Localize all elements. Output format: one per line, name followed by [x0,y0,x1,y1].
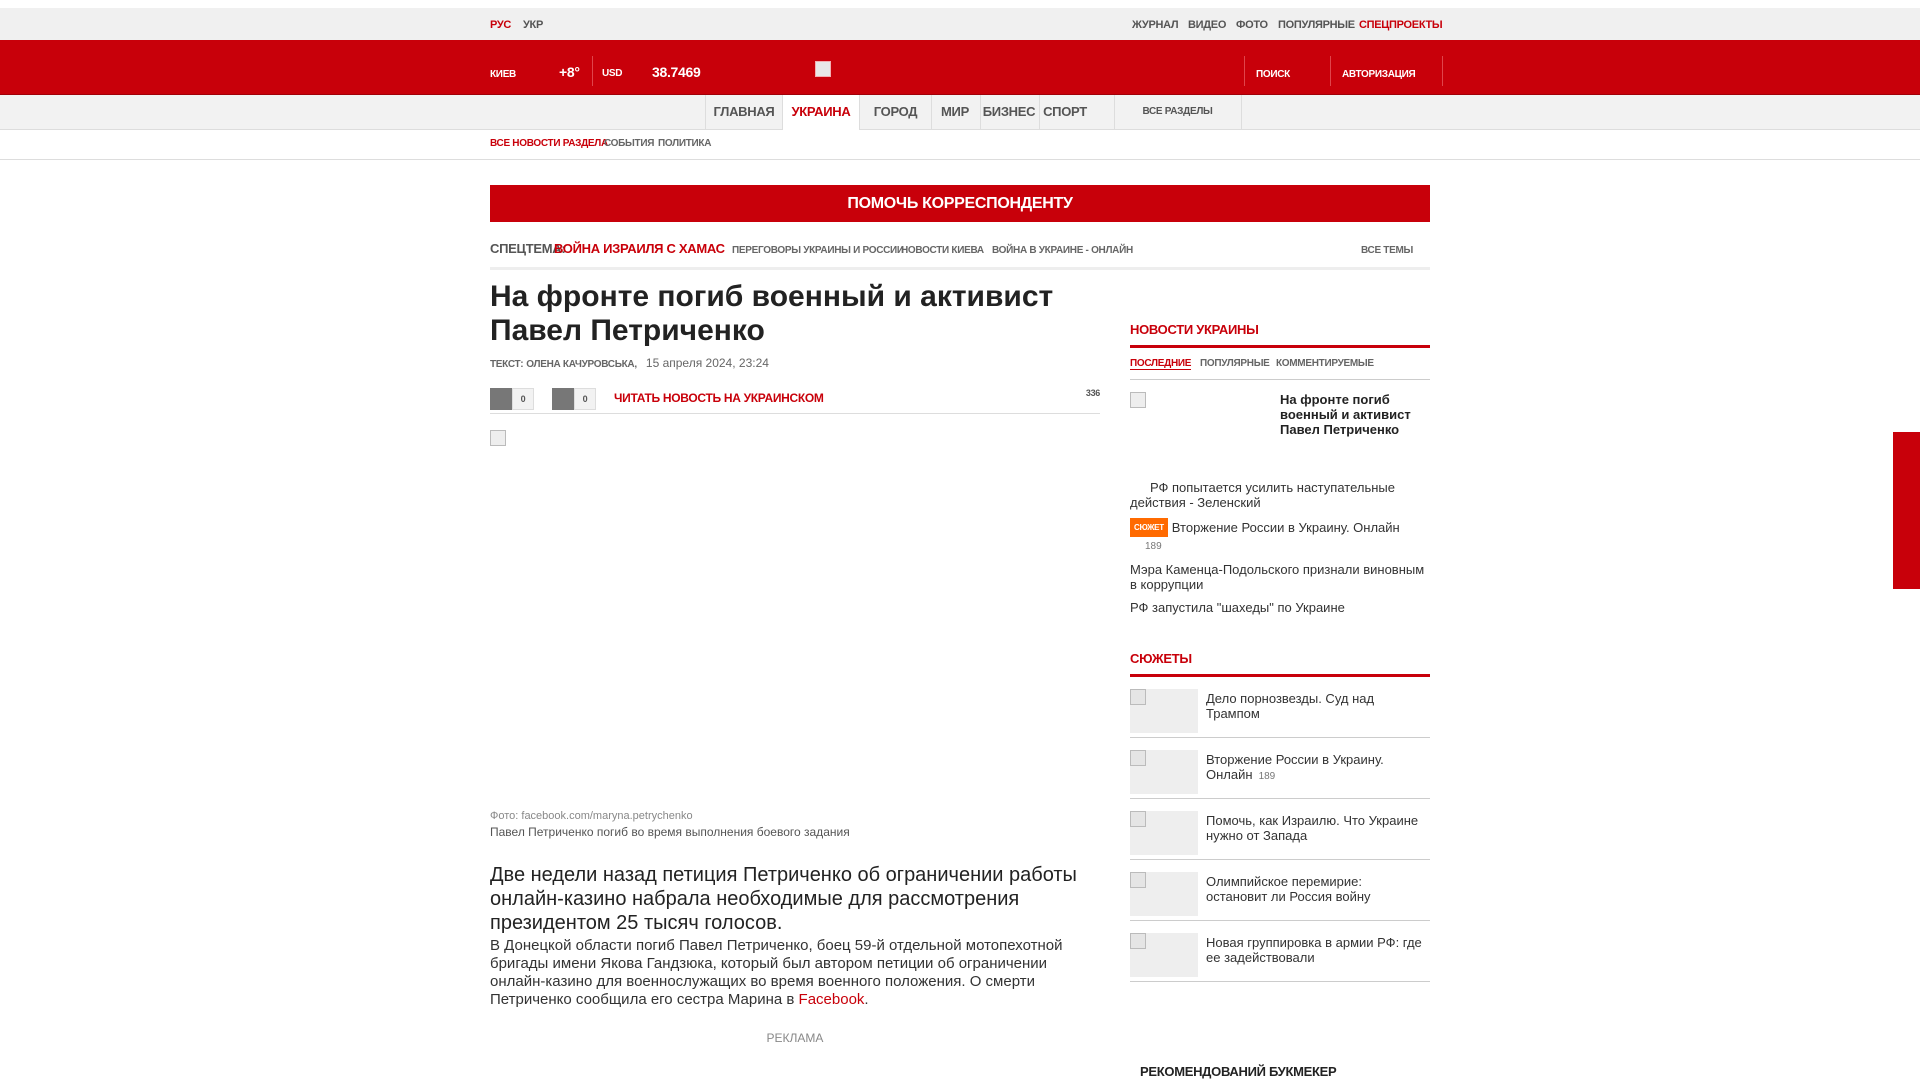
section-nav [0,95,1920,130]
header-divider [1244,56,1245,86]
featured-news-title[interactable]: На фронте погиб военный и активист Павел Петриченко [1280,392,1411,437]
top-nav-video[interactable]: ВИДЕО [1188,19,1227,31]
article-body-text: В Донецкой области погиб Павел Петриченко, боец 59-й отдельной мотопехотной бригады имени Якова Гандзюка, который был автором петиции об ограничении онлайн-казино для военнослужащих во время военного положения. О смерти Петриченко сообщила его сестра Марина в [490,937,1063,1008]
top-nav-specprojects[interactable]: СПЕЦПРОЕКТЫ [1359,19,1443,31]
section-world[interactable]: МИР [941,104,969,119]
broken-image-icon [1130,392,1146,408]
story-thumbnail[interactable] [1130,811,1198,855]
article-actions [490,384,1100,414]
all-themes-link[interactable]: ВСЕ ТЕМЫ [1361,245,1414,256]
story-item[interactable] [1130,860,1430,921]
themes-row [490,240,1430,270]
ukraine-news-title[interactable]: НОВОСТИ УКРАИНЫ [1130,320,1430,348]
story-title[interactable]: Дело порнозвезды. Суд над Трампом [1206,691,1375,721]
comment-count: 189 [1145,541,1162,552]
story-item[interactable] [1130,799,1430,860]
broken-image-icon [1130,933,1146,949]
story-title[interactable]: Помочь, как Израилю. Что Украине нужно от Запада [1206,813,1419,843]
story-item[interactable] [1130,738,1430,799]
story-thumbnail[interactable] [1130,872,1198,916]
broken-image-icon [490,430,506,446]
news-item[interactable]: РФ запустила "шахеды" по Украине [1130,600,1345,615]
site-logo[interactable] [815,61,831,77]
comment-count: 189 [1258,771,1276,782]
article-lead: Две недели назад петиция Петриченко об ограничении работы онлайн-казино набрала необходимые для рассмотрения президентом 25 тысяч голосов. [490,864,1077,934]
broken-image-icon [1130,750,1146,766]
read-in-ukrainian-link[interactable]: ЧИТАТЬ НОВОСТЬ НА УКРАИНСКОМ [614,391,824,405]
story-title[interactable]: Новая группировка в армии РФ: где ее задействовали [1206,935,1422,965]
top-nav-journal[interactable]: ЖУРНАЛ [1132,19,1179,31]
tab-popular[interactable]: ПОПУЛЯРНЫЕ [1200,358,1270,369]
weather-temp: +8° [559,64,580,80]
lang-ua-link[interactable]: УКР [523,19,543,31]
story-title-text[interactable]: Вторжение России в Украину. Онлайн [1206,752,1384,782]
main-header [0,40,1920,95]
story-title[interactable] [1206,752,1426,784]
view-count: 336 [1085,388,1100,398]
section-ukraine[interactable]: УКРАИНА [782,95,860,130]
article-body-end: . [864,991,869,1008]
article-photo [490,430,1100,810]
theme-main-link[interactable]: ВОЙНА ИЗРАИЛЯ С ХАМАС [554,241,725,256]
theme-link[interactable]: ВОЙНА В УКРАИНЕ - ОНЛАЙН [992,245,1133,256]
top-nav-photo[interactable]: ФОТО [1236,19,1268,31]
sub-nav [0,130,1920,160]
story-item[interactable] [1130,921,1430,982]
lang-ru-link[interactable]: РУС [490,19,512,31]
currency-rate: 38.7469 [652,64,701,80]
featured-news[interactable] [1130,380,1430,480]
sidebar [1130,320,1430,982]
subnav-all-news[interactable]: ВСЕ НОВОСТИ РАЗДЕЛА [490,138,608,149]
side-widget-tab[interactable] [1893,432,1920,589]
news-item[interactable] [1130,518,1430,554]
facebook-link[interactable]: Facebook [798,991,865,1008]
broken-image-icon [1130,872,1146,888]
ad-label: РЕКЛАМА [766,1031,824,1045]
broken-image-icon [1130,811,1146,827]
story-title[interactable]: Олимпийское перемирие: остановит ли Россия войну [1206,874,1371,904]
section-main[interactable]: ГЛАВНАЯ [713,104,775,119]
header-divider [1330,56,1331,86]
publish-date: 15 апреля 2024, 23:24 [645,356,769,370]
twitter-share-icon[interactable] [552,388,574,410]
article-title: На фронте погиб военный и активист Павел Петриченко [490,280,1054,347]
share-count: 0 [574,388,596,410]
theme-link[interactable]: ПЕРЕГОВОРЫ УКРАИНЫ И РОССИИ [732,245,904,256]
header-divider [1442,56,1443,86]
news-tabs [1130,348,1430,380]
news-item[interactable]: РФ попытается усилить наступательные действия - Зеленский [1130,480,1395,510]
author-link[interactable]: ОЛЕНА КАЧУРОВСЬКА, [526,359,637,370]
story-badge: СЮЖЕТ [1130,518,1168,537]
stories-title[interactable]: СЮЖЕТЫ [1130,649,1430,677]
news-item-text[interactable]: Вторжение России в Украину. Онлайн [1171,520,1400,535]
section-business[interactable]: БИЗНЕС [982,104,1036,119]
facebook-share-icon[interactable] [490,388,512,410]
subnav-politics[interactable]: ПОЛИТИКА [658,138,712,149]
bookmaker-heading: РЕКОМЕНДОВАНИЙ БУКМЕКЕР [1140,1064,1337,1079]
nav-separator [1241,95,1242,129]
tab-latest[interactable]: ПОСЛЕДНИЕ [1130,358,1192,369]
theme-link[interactable]: НОВОСТИ КИЕВА [901,245,984,256]
section-city[interactable]: ГОРОД [873,104,918,119]
photo-caption: Павел Петриченко погиб во время выполнения боевого задания [490,825,850,839]
share-count: 0 [512,388,534,410]
story-item[interactable] [1130,677,1430,738]
section-sport[interactable]: СПОРТ [1043,104,1087,119]
auth-link[interactable]: АВТОРИЗАЦИЯ [1342,69,1416,80]
byline-label: ТЕКСТ: [490,359,524,370]
search-link[interactable]: ПОИСК [1256,69,1290,80]
story-thumbnail[interactable] [1130,750,1198,794]
help-correspondent-banner[interactable]: ПОМОЧЬ КОРРЕСПОНДЕНТУ [490,185,1430,222]
article [490,280,1100,1045]
story-thumbnail[interactable] [1130,933,1198,977]
story-thumbnail[interactable] [1130,689,1198,733]
section-all[interactable]: ВСЕ РАЗДЕЛЫ [1142,106,1213,117]
tab-commented[interactable]: КОММЕНТИРУЕМЫЕ [1276,358,1374,369]
news-item[interactable]: Мэра Каменца-Подольского признали виновным в коррупции [1130,562,1425,592]
top-nav-popular[interactable]: ПОПУЛЯРНЫЕ [1278,19,1355,31]
weather-city[interactable]: КИЕВ [490,69,516,80]
themes-label: СПЕЦТЕМА: [490,241,566,256]
subnav-events[interactable]: СОБЫТИЯ [604,138,655,149]
top-bar [0,8,1920,41]
article-body [490,937,1100,1009]
byline [490,356,1100,370]
broken-image-icon [1130,689,1146,705]
photo-credit: Фото: facebook.com/maryna.petrychenko [490,810,693,822]
currency-label: USD [602,68,623,79]
header-divider [592,56,593,86]
